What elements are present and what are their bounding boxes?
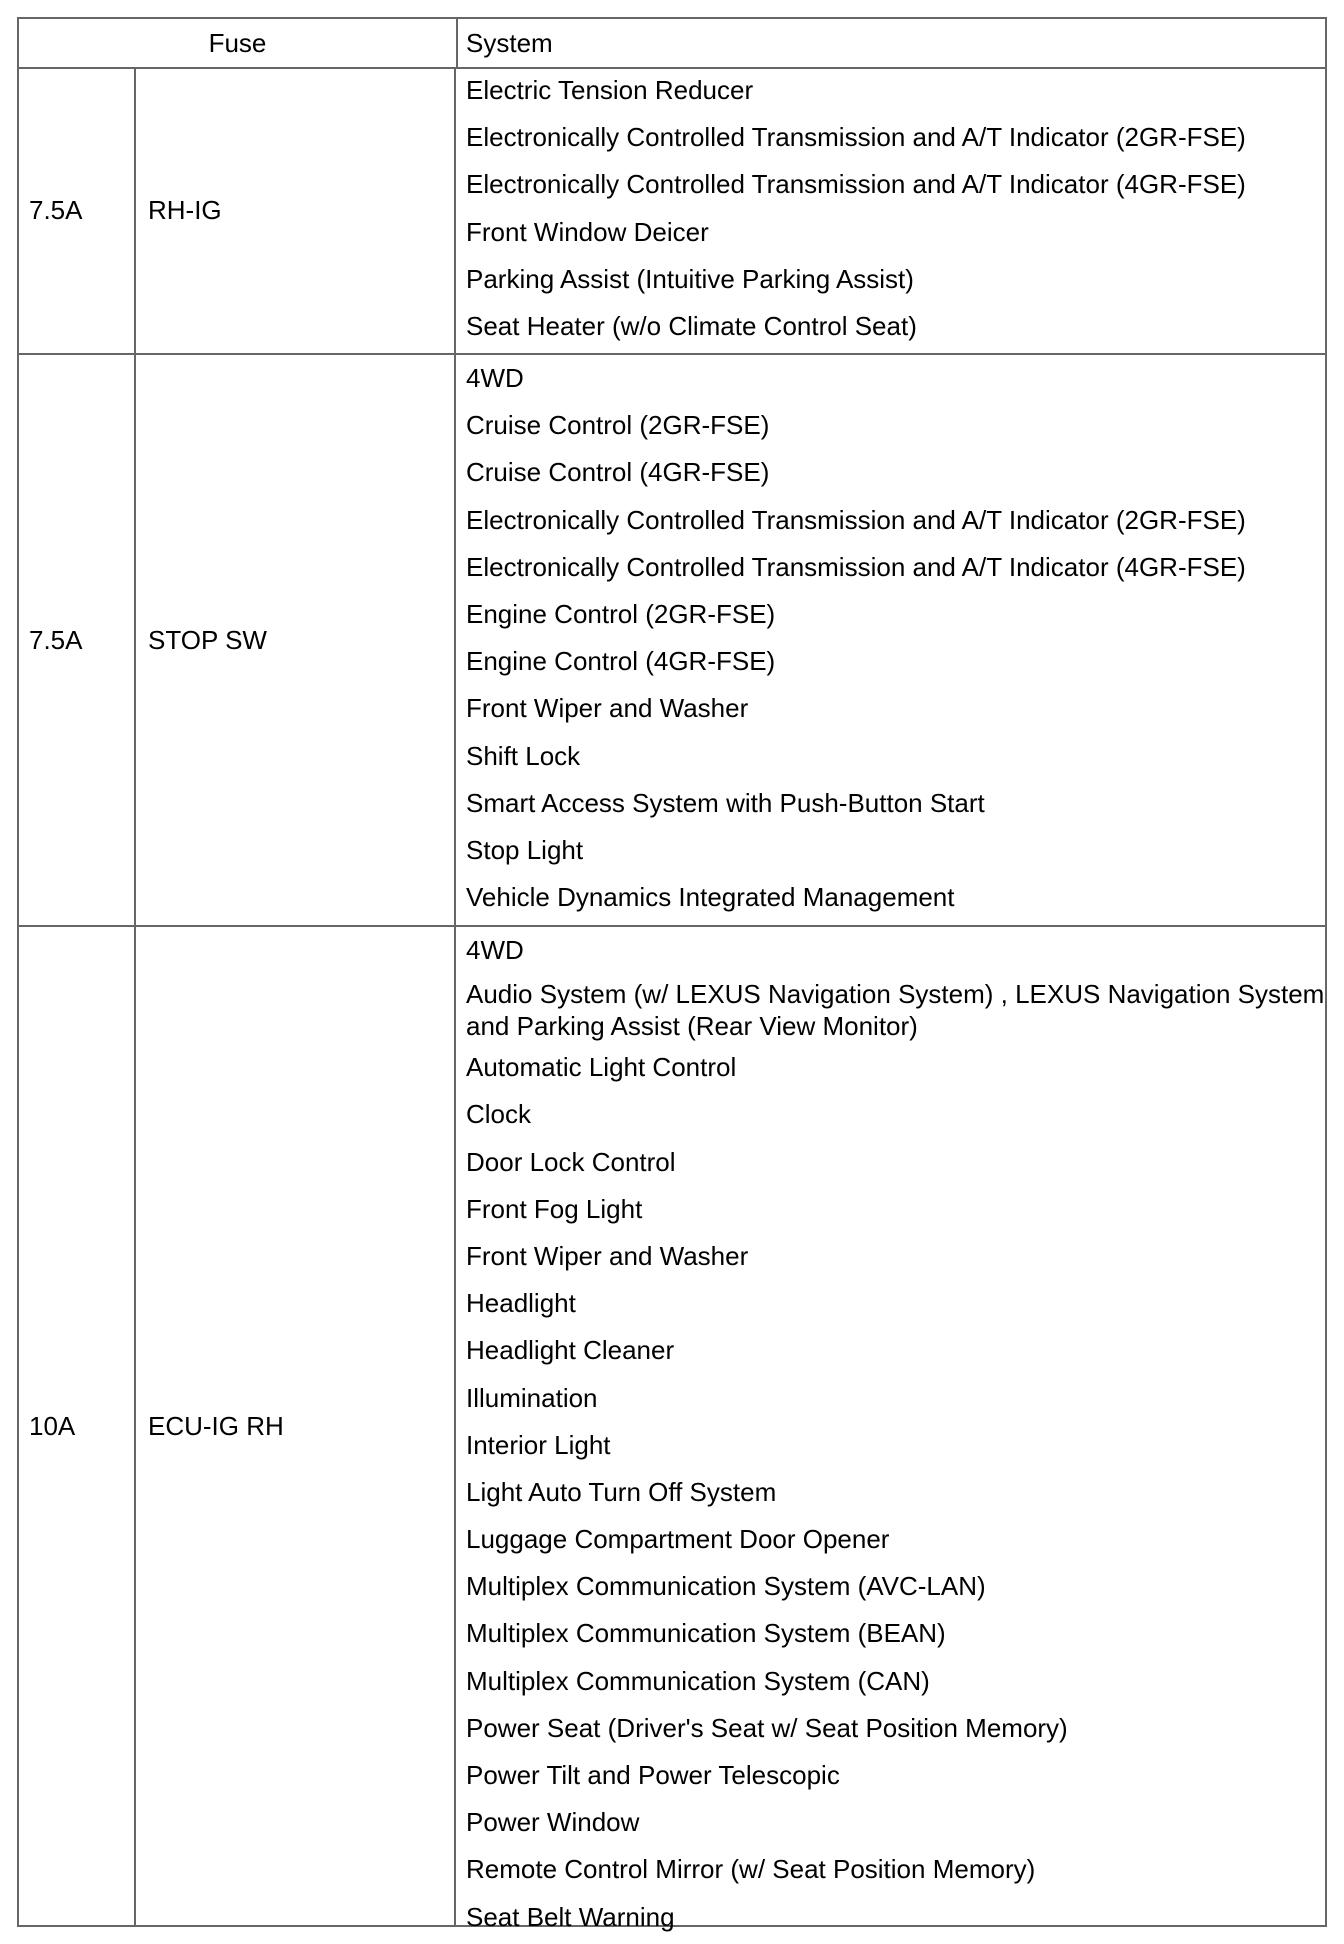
system-item: Engine Control (2GR-FSE) xyxy=(466,598,776,629)
fuse-group xyxy=(19,927,1325,1932)
system-item: 4WD xyxy=(466,363,524,393)
system-item: Automatic Light Control xyxy=(466,1052,737,1083)
system-item: Vehicle Dynamics Integrated Management xyxy=(466,882,955,913)
fuse-name: STOP SW xyxy=(138,355,456,925)
system-item: Shift Lock xyxy=(466,740,581,771)
system-item: Front Window Deicer xyxy=(466,216,709,247)
system-item: Engine Control (4GR-FSE) xyxy=(466,646,776,677)
system-item: Front Wiper and Washer xyxy=(466,693,749,724)
system-item: Electronically Controlled Transmission and A/T Indicator (2GR-FSE) xyxy=(466,122,1246,153)
system-item: Electronically Controlled Transmission and A/T Indicator (4GR-FSE) xyxy=(466,169,1246,200)
fuse-table xyxy=(17,17,1327,1932)
fuse-amperage: 7.5A xyxy=(19,355,136,925)
system-item: Smart Access System with Push-Button Start xyxy=(466,787,985,818)
fuse-name: RH-IG xyxy=(138,67,456,353)
system-item: Power Tilt and Power Telescopic xyxy=(466,1760,840,1790)
system-list xyxy=(458,67,1325,353)
system-item: Headlight Cleaner xyxy=(466,1335,675,1366)
system-item: Multiplex Communication System (CAN) xyxy=(466,1665,930,1696)
system-item: Seat Belt Warning xyxy=(466,1901,675,1932)
system-item: Parking Assist (Intuitive Parking Assist) xyxy=(466,263,914,294)
system-item: Multiplex Communication System (BEAN) xyxy=(466,1618,946,1649)
system-item: Clock xyxy=(466,1099,532,1130)
system-item: Electronically Controlled Transmission and A/T Indicator (4GR-FSE) xyxy=(466,551,1246,582)
system-item: Electric Tension Reducer xyxy=(466,75,754,105)
system-item: Headlight xyxy=(466,1288,576,1319)
system-item: Power Seat (Driver's Seat w/ Seat Position Memory) xyxy=(466,1712,1068,1743)
system-item: Multiplex Communication System (AVC-LAN) xyxy=(466,1571,986,1602)
system-item: Cruise Control (2GR-FSE) xyxy=(466,410,770,441)
system-item: Seat Heater (w/o Climate Control Seat) xyxy=(466,310,917,341)
system-item: Front Fog Light xyxy=(466,1193,643,1224)
system-item: Stop Light xyxy=(466,834,584,865)
system-list xyxy=(458,355,1325,925)
fuse-column-header: Fuse xyxy=(19,19,458,67)
system-item: Remote Control Mirror (w/ Seat Position Memory) xyxy=(466,1854,1036,1885)
system-item: Power Window xyxy=(466,1807,640,1838)
system-item: Front Wiper and Washer xyxy=(466,1240,749,1271)
system-item: 4WD xyxy=(466,935,524,965)
table-header xyxy=(19,19,1325,69)
system-list xyxy=(458,927,1325,1932)
fuse-group xyxy=(19,355,1325,927)
system-item: Luggage Compartment Door Opener xyxy=(466,1524,890,1555)
system-item: Door Lock Control xyxy=(466,1146,676,1177)
fuse-amperage: 7.5A xyxy=(19,67,136,353)
system-item: Audio System (w/ LEXUS Navigation System) , LEXUS Navigation System and Parking Assist (Rear View Monitor) xyxy=(466,979,1325,1042)
fuse-group xyxy=(19,67,1325,355)
system-column-header: System xyxy=(466,27,553,58)
system-item: Cruise Control (4GR-FSE) xyxy=(466,457,770,488)
fuse-name: ECU-IG RH xyxy=(138,927,456,1925)
system-item: Interior Light xyxy=(466,1429,611,1460)
system-item: Light Auto Turn Off System xyxy=(466,1476,777,1507)
system-item: Electronically Controlled Transmission and A/T Indicator (2GR-FSE) xyxy=(466,504,1246,535)
fuse-amperage: 10A xyxy=(19,927,136,1925)
system-item: Illumination xyxy=(466,1382,598,1413)
